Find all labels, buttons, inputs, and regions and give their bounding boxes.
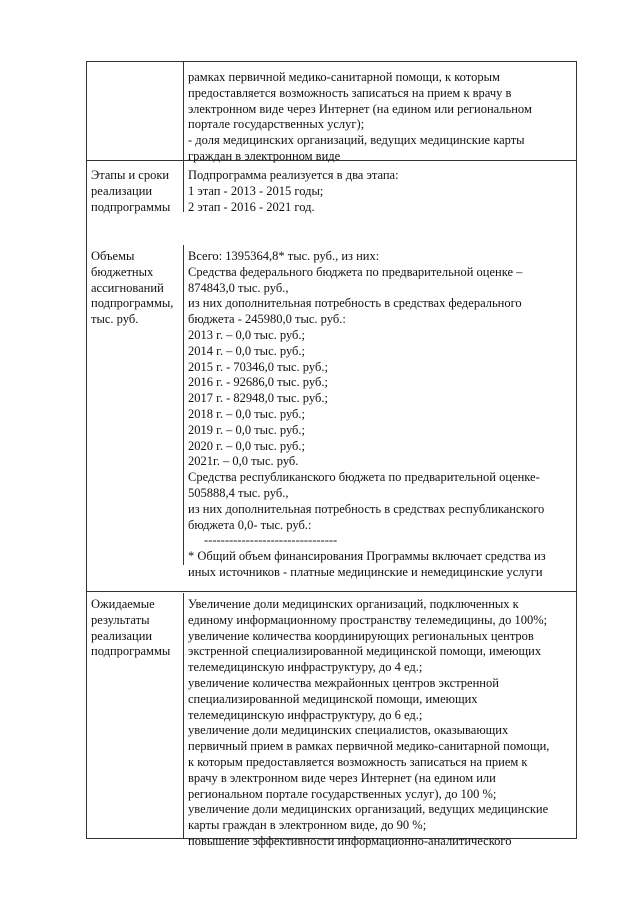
text-line: 2013 г. – 0,0 тыс. руб.; [188,327,306,342]
label-line: тыс. руб. [91,312,139,327]
text-line: первичный прием в рамках первичной медико-санитарной помощи, [188,739,550,754]
text-line: из них дополнительная потребность в средствах федерального [188,296,522,311]
text-line: из них дополнительная потребность в средствах республиканского [188,501,545,516]
label-line: результаты [91,612,150,627]
table-right-border [576,61,577,839]
column-divider-budget [183,245,184,565]
footnote-text: * Общий объем финансирования Программы включает средства из [188,549,546,564]
text-line: 2016 г. - 92686,0 тыс. руб.; [188,375,328,390]
results-content [188,597,549,850]
text-line: предоставляется возможность записаться на прием к врачу в [188,85,512,100]
text-line: 2019 г. – 0,0 тыс. руб.; [188,422,306,437]
text-line: электронном виде через Интернет (на едином или региональном [188,101,532,116]
footnote-separator: -------------------------------- [204,533,338,548]
label-line: Объемы [91,249,135,263]
text-line: увеличение количества межрайонных центров экстренной [188,675,499,690]
row-divider-2 [86,591,577,592]
footnote-text: иных источников - платные медицинские и немедицинские услуги [188,564,543,579]
results-label [91,597,170,660]
text-line: увеличение количества координирующих региональных центров [188,628,534,643]
text-line: 2 этап - 2016 - 2021 год. [188,199,315,214]
label-line: реализации [91,628,153,643]
text-line: 2015 г. - 70346,0 тыс. руб.; [188,359,328,374]
row-continuation-content [188,70,532,165]
text-line: 1 этап - 2013 - 2015 годы; [188,183,324,198]
text-line: рамках первичной медико-санитарной помощи, к которым [188,70,500,84]
label-line: подпрограммы [91,644,171,659]
text-line: 2020 г. – 0,0 тыс. руб.; [188,438,306,453]
text-line: - доля медицинских организаций, ведущих медицинские карты [188,133,525,148]
text-line: бюджета - 245980,0 тыс. руб.: [188,312,346,327]
text-line: телемедицинскую инфраструктуру, до 4 ед.; [188,660,423,675]
text-line: бюджета 0,0- тыс. руб.: [188,517,312,532]
text-line: специализированной медицинской помощи, имеющих [188,691,478,706]
label-line: подпрограммы, [91,296,174,311]
column-divider-top [183,61,184,212]
text-line: карты граждан в электронном виде, до 90 %; [188,818,427,833]
table-top-border [86,61,577,62]
text-line: увеличение доли медицинских организаций, ведущих медицинские [188,802,549,817]
text-line: 2018 г. – 0,0 тыс. руб.; [188,406,306,421]
label-line: Этапы и сроки [91,168,170,182]
label-line: ассигнований [91,280,164,295]
text-line: 505888,4 тыс. руб., [188,485,289,500]
text-line: 2014 г. – 0,0 тыс. руб.; [188,343,306,358]
budget-content [188,249,546,581]
text-line: Средства республиканского бюджета по предварительной оценке- [188,470,540,485]
table-left-border [86,61,87,839]
text-line: Всего: 1395364,8* тыс. руб., из них: [188,249,380,263]
label-line: бюджетных [91,264,154,279]
text-line: 874843,0 тыс. руб., [188,280,289,295]
text-line: экстренной специализированной медицинской помощи, имеющих [188,644,542,659]
label-line: подпрограммы [91,199,171,214]
column-divider-results [183,593,184,839]
text-line: увеличение доли медицинских специалистов, оказывающих [188,723,509,738]
text-line: Средства федерального бюджета по предварительной оценке – [188,264,523,279]
text-line: единому информационному пространству телемедицины, до 100%; [188,612,548,627]
label-line: реализации [91,183,153,198]
label-line: Ожидаемые [91,597,155,611]
text-line: Подпрограмма реализуется в два этапа: [188,168,399,182]
text-line: портале государственных услуг); [188,117,365,132]
text-line: 2021г. – 0,0 тыс. руб. [188,454,299,469]
text-line: к которым предоставляется возможность записаться на прием к [188,754,528,769]
text-line: региональном портале государственных услуг), до 100 %; [188,786,497,801]
text-line: Увеличение доли медицинских организаций, подключенных к [188,597,519,611]
text-line: телемедицинскую инфраструктуру, до 6 ед.; [188,707,423,722]
stages-label [91,168,170,215]
stages-content [188,168,399,215]
text-line: граждан в электронном виде [188,148,341,163]
text-line: повышение эффективности информационно-аналитического [188,833,512,848]
text-line: врачу в электронном виде через Интернет (на едином или [188,770,496,785]
text-line: 2017 г. - 82948,0 тыс. руб.; [188,391,328,406]
budget-label [91,249,173,328]
